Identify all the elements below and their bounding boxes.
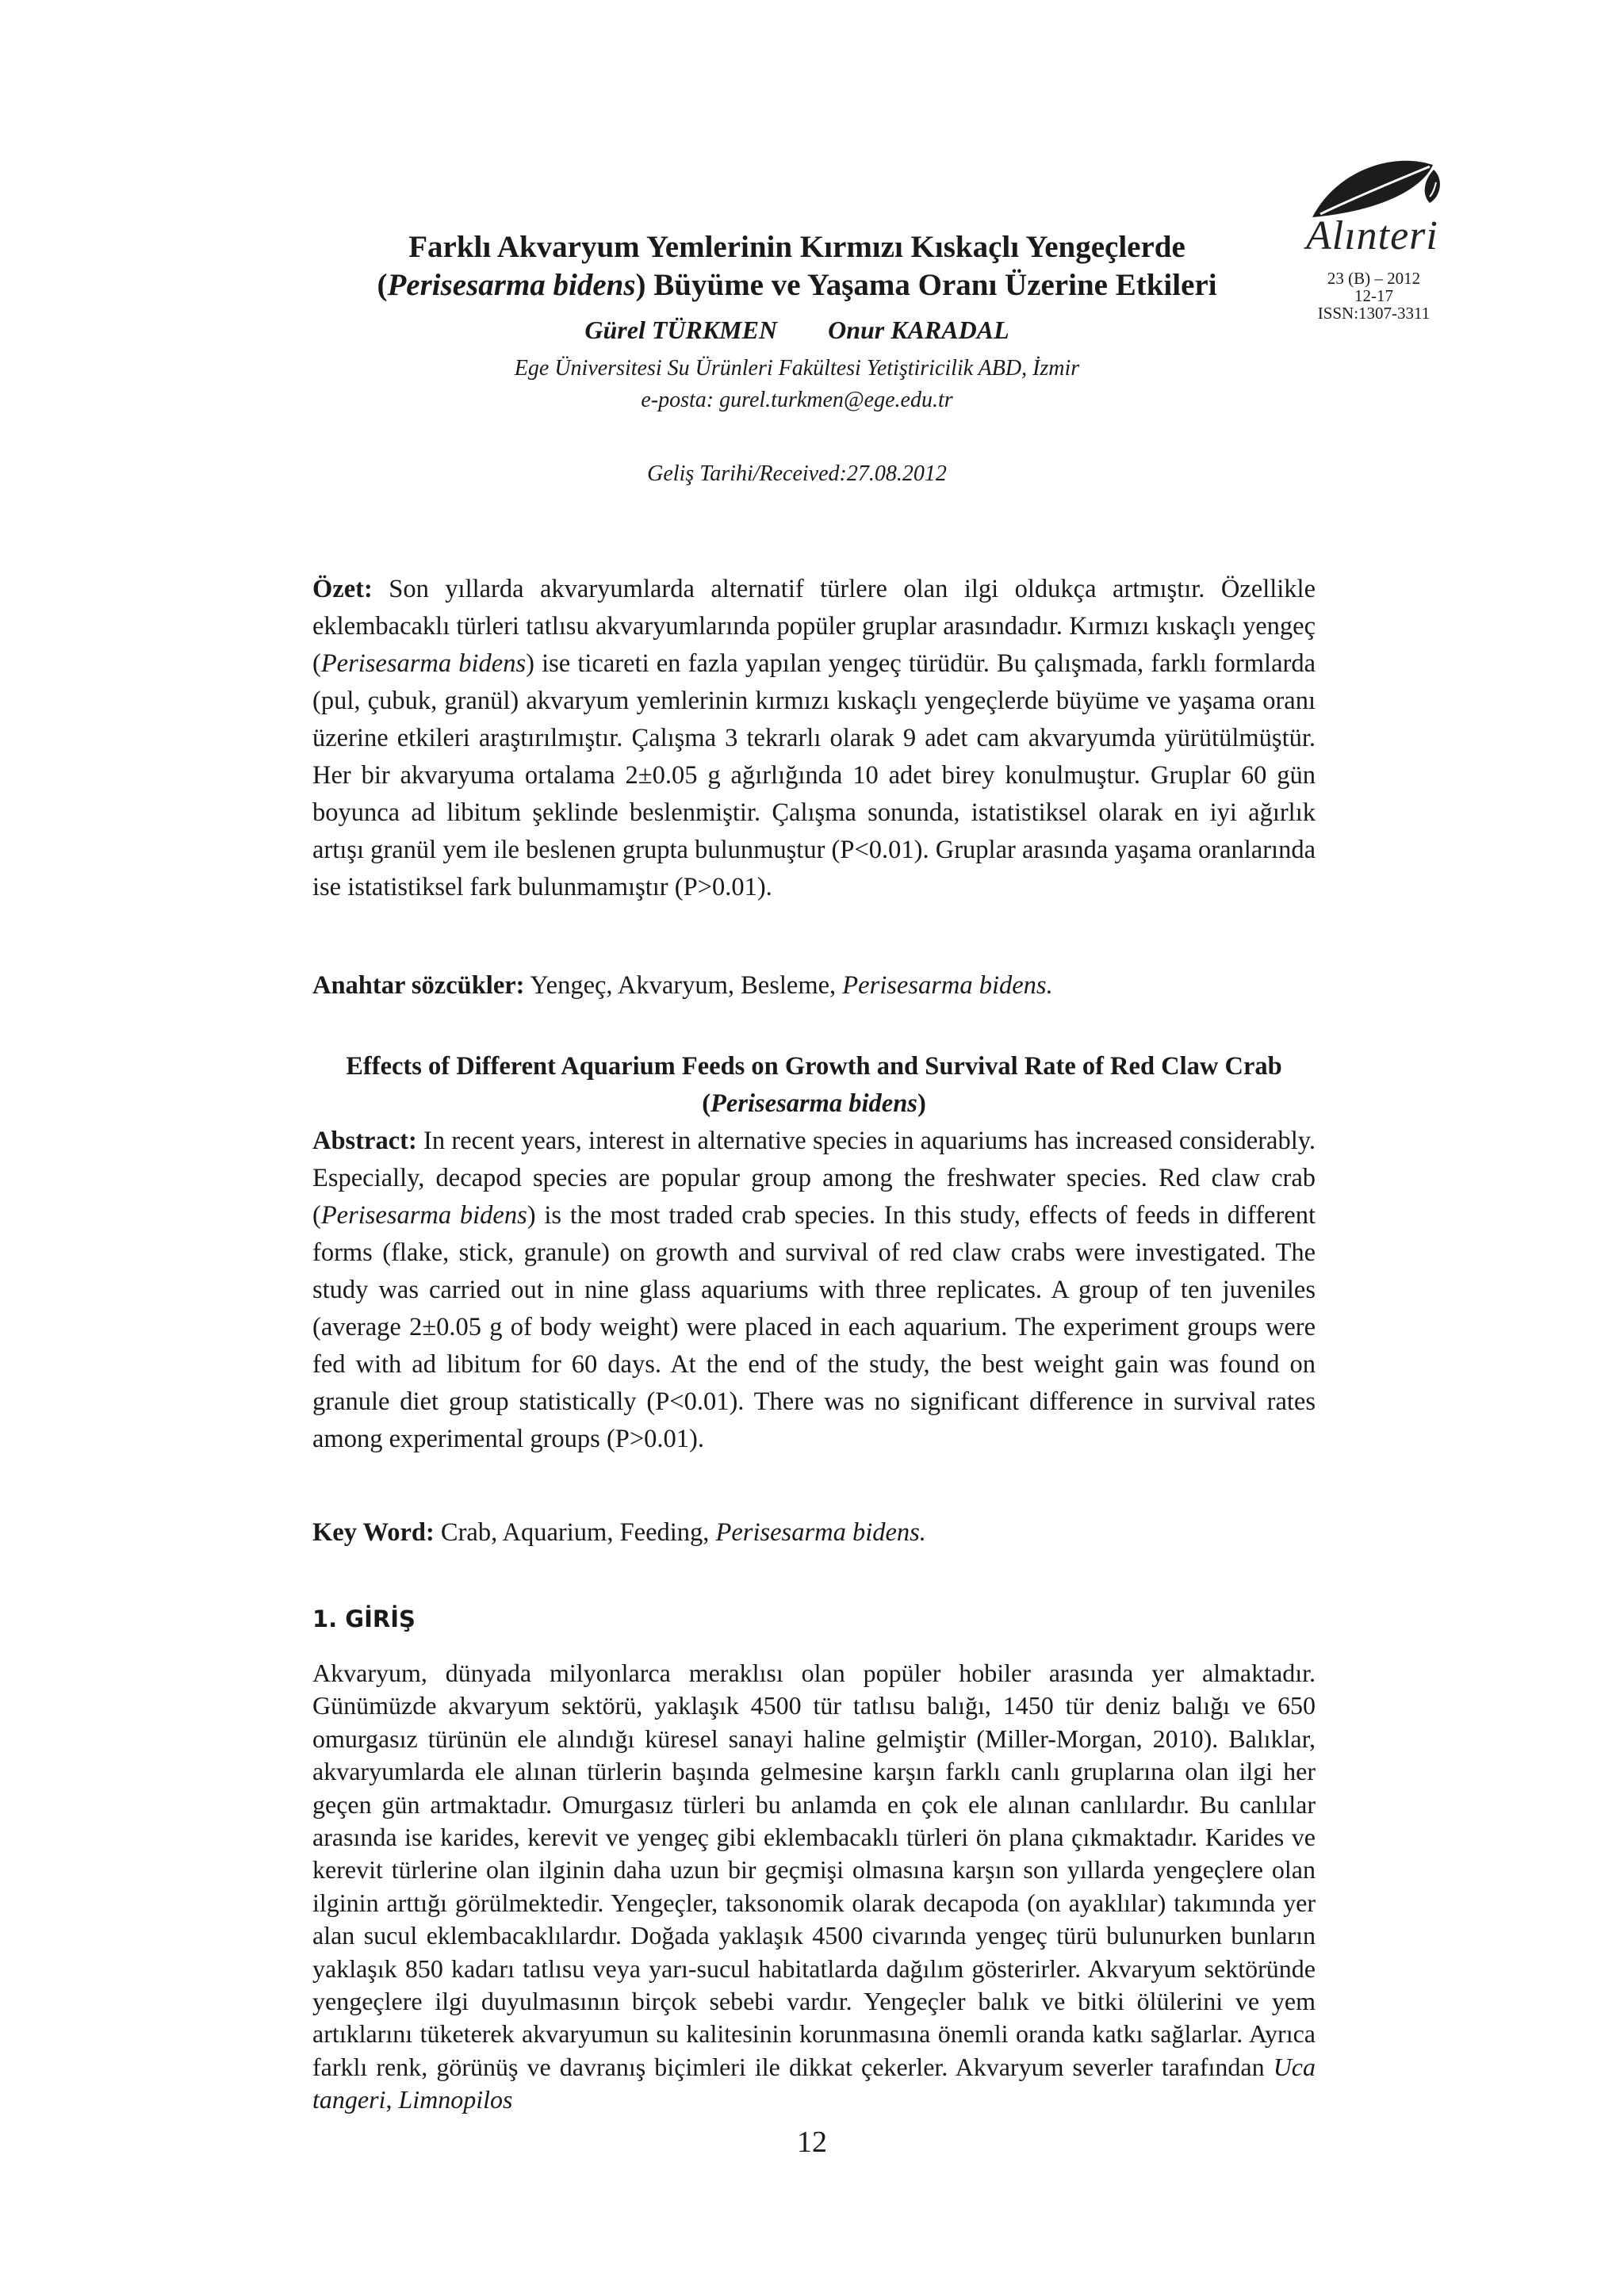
email: e-posta: gurel.turkmen@ege.edu.tr	[641, 388, 953, 412]
abstract-text-1: In recent years, interest in alternative species in aquariums has increased considerably. Especially, decapod species are popular group among the freshwater species. Red claw crab (	[312, 1127, 1316, 1230]
ozet-paragraph	[312, 571, 1316, 906]
english-title-line-2: (Perisesarma bidens)	[702, 1089, 926, 1118]
anahtar-species: Perisesarma bidens.	[842, 971, 1053, 1000]
english-title-line-1: Effects of Different Aquarium Feeds on Growth and Survival Rate of Red Claw Crab	[346, 1052, 1282, 1081]
title-line-2: (Perisesarma bidens) Büyüme ve Yaşama Oranı Üzerine Etkileri	[377, 268, 1217, 302]
intro-species-2: Limnopilos	[398, 2085, 513, 2114]
page-number: 12	[797, 2126, 827, 2159]
ozet-text-2: ) ise ticareti en fazla yapılan yengeç türüdür. Bu çalışmada, farklı formlarda (pul, çubuk, granül) akvaryum yemlerinin kırmızı kıskaçlı yengeçlerde büyüme ve yaşama oranı üzerine etkileri araştırılmıştır. Çalışma 3 tekrarlı olarak 9 adet cam akvaryumda yürütülmüştür. Her bir akvaryuma ortalama 2±0.05 g ağırlığında 10 adet birey konulmuştur. Gruplar 60 gün boyunca ad libitum şeklinde beslenmiştir. Çalışma sonunda, istatistiksel olarak en iyi ağırlık artışı granül yem ile beslenen grupta bulunmuştur (P<0.01). Gruplar arasında yaşama oranlarında ise istatistiksel fark bulunmamıştır (P>0.01).	[312, 649, 1316, 901]
keyword-species: Perisesarma bidens.	[715, 1518, 926, 1547]
key-words	[312, 1514, 1316, 1552]
volume-issue: 23 (B) – 2012	[1327, 269, 1421, 288]
journal-logo	[1289, 155, 1451, 258]
abstract-paragraph	[312, 1123, 1316, 1458]
author-1: Gürel TÜRKMEN	[584, 316, 778, 344]
paper-title	[301, 228, 1293, 304]
english-title	[312, 1048, 1316, 1123]
keyword-text: Crab, Aquarium, Feeding,	[434, 1518, 716, 1547]
keyword-label: Key Word:	[312, 1518, 435, 1547]
intro-separator: ,	[385, 2085, 399, 2114]
affiliation: Ege Üniversitesi Su Ürünleri Fakültesi Yetiştiricilik ABD, İzmir	[514, 356, 1080, 381]
ozet-text-1: Son yıllarda akvaryumlarda alternatif türlere olan ilgi oldukça artmıştır. Özellikle eklembacaklı türleri tatlısu akvaryumlarında popüler gruplar arasındadır. Kırmızı kıskaçlı yengeç (	[312, 575, 1316, 678]
ozet-label: Özet:	[312, 575, 373, 603]
author-list	[301, 316, 1293, 345]
intro-species-1: Uca tangeri	[312, 2052, 1316, 2114]
affiliation-block	[301, 353, 1293, 416]
section-heading: 1. GİRİŞ	[312, 1605, 416, 1632]
anahtar-text: Yengeç, Akvaryum, Besleme,	[524, 971, 843, 1000]
page-range: 12-17	[1354, 286, 1393, 305]
abstract-species: Perisesarma bidens	[320, 1201, 527, 1230]
title-line-1: Farklı Akvaryum Yemlerinin Kırmızı Kıskaçlı Yengeçlerde	[408, 230, 1185, 264]
journal-meta	[1285, 270, 1463, 322]
received-date: Geliş Tarihi/Received:27.08.2012	[647, 461, 947, 486]
title-species: Perisesarma bidens	[387, 268, 636, 302]
issn: ISSN:1307-3311	[1317, 304, 1431, 323]
anahtar-label: Anahtar sözcükler:	[312, 971, 525, 1000]
logo-wordmark: Alınteri	[1306, 213, 1438, 258]
author-2: Onur KARADAL	[828, 316, 1009, 344]
ozet-species: Perisesarma bidens	[320, 649, 527, 678]
title-line-2-rest: Büyüme ve Yaşama Oranı Üzerine Etkileri	[645, 268, 1217, 302]
intro-text: Akvaryum, dünyada milyonlarca meraklısı olan popüler hobiler arasında yer almaktadır. Günümüzde akvaryum sektörü, yaklaşık 4500 tür tatlısu balığı, 1450 tür deniz balığı ve 650 omurgasız türünün ele alındığı küresel sanayi haline gelmiştir (Miller-Morgan, 2010). Balıklar, akvaryumlarda ele alınan türlerin başında gelmesine karşın farklı canlı gruplarına olan ilgi her geçen gün artmaktadır. Omurgasız türleri bu anlamda en çok ele alınan canlılardır. Bu canlılar arasında ise karides, kerevit ve yengeç gibi eklembacaklı türleri ön plana çıkmaktadır. Karides ve kerevit türlerine olan ilginin daha uzun bir geçmişi olmasına karşın son yıllarda yengeçlere olan ilginin arttığı görülmektedir. Yengeçler, taksonomik olarak decapoda (on ayaklılar) takımında yer alan sucul eklembacaklılardır. Doğada yaklaşık 4500 civarında yengeç türü bulunurken bunların yaklaşık 850 kadarı tatlısu veya yarı-sucul habitatlarda dağılım gösterirler. Akvaryum sektöründe yengeçlere ilgi duyulmasının birçok sebebi vardır. Yengeçler balık ve bitki ölülerini ve yem artıklarını tüketerek akvaryumun su kalitesinin korunmasına önemli oranda katkı sağlarlar. Ayrıca farklı renk, görünüş ve davranış biçimleri ile dikkat çekerler. Akvaryum severler tarafından	[312, 1659, 1316, 2081]
anahtar-keywords	[312, 967, 1316, 1004]
english-title-species: Perisesarma bidens	[710, 1089, 917, 1118]
abstract-label: Abstract:	[312, 1127, 417, 1155]
intro-paragraph	[312, 1657, 1316, 2117]
abstract-text-2: ) is the most traded crab species. In this study, effects of feeds in different forms (flake, stick, granule) on growth and survival of red claw crabs were investigated. The study was carried out in nine glass aquariums with three replicates. A group of ten juveniles (average 2±0.05 g of body weight) were placed in each aquarium. The experiment groups were fed with ad libitum for 60 days. At the end of the study, the best weight gain was found on granule diet group statistically (P<0.01). There was no significant difference in survival rates among experimental groups (P>0.01).	[312, 1201, 1316, 1453]
